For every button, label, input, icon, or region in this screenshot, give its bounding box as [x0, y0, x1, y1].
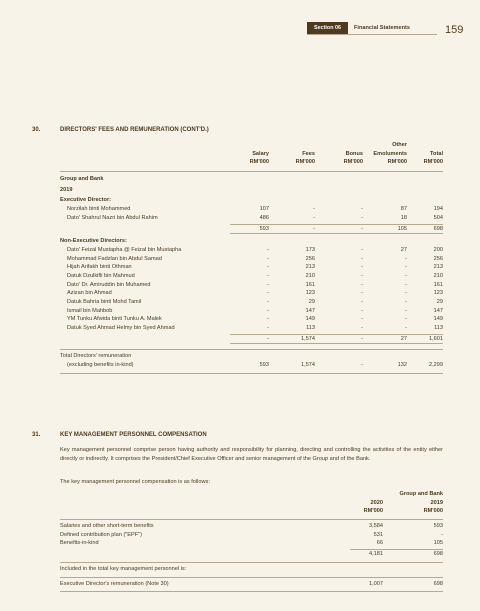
header-title: Financial Statements: [354, 25, 410, 31]
page-number: 159: [445, 24, 464, 36]
table-cell: -: [361, 214, 363, 221]
row-label: Salaries and other short-term benefits: [60, 523, 154, 530]
table-cell: 105: [397, 225, 407, 232]
table-cell: -: [313, 206, 315, 213]
table-rule: [60, 349, 443, 350]
table-cell: 123: [433, 290, 443, 297]
table-cell: -: [267, 281, 269, 288]
table-cell: 18: [400, 214, 407, 221]
row-label: YM Tunku Afwida binti Tunku A. Malek: [67, 316, 162, 323]
table-cell: -: [361, 255, 363, 262]
table-cell: 4,181: [369, 551, 383, 558]
directors-remuneration-table: [60, 141, 443, 374]
row-label: Dato' Dr. Amiruddin bin Muhamed: [67, 281, 151, 288]
table-cell: -: [405, 264, 407, 271]
table-row: [60, 289, 443, 298]
table-rule: [60, 519, 443, 520]
table-rule: [60, 171, 443, 172]
table-row: [60, 255, 443, 264]
table-cell: 132: [397, 362, 407, 369]
table-cell: 123: [305, 290, 315, 297]
exec-subtotal-row: [60, 225, 443, 234]
row-label: Benefits-in-kind: [60, 540, 99, 547]
table-cell: -: [267, 264, 269, 271]
table-cell: 256: [433, 255, 443, 262]
table-cell: -: [267, 316, 269, 323]
table-cell: -: [405, 272, 407, 279]
table-row: [60, 324, 443, 333]
table-rule: [60, 562, 443, 563]
kmp-exec-label: Executive Director's remuneration (Note 30): [60, 580, 169, 587]
table-cell: 698: [433, 580, 443, 587]
table-cell: -: [361, 307, 363, 314]
table-row: [60, 539, 443, 548]
table-cell: -: [267, 246, 269, 253]
col-header-salary: Salary: [252, 150, 269, 157]
table-cell: 593: [433, 523, 443, 530]
kmp-year: 2019: [430, 499, 443, 506]
kmp-total-row: [60, 550, 443, 559]
note-31-intro: The key management personnel compensation is as follows:: [60, 479, 210, 485]
table-cell: -: [361, 325, 363, 332]
table-cell: 87: [400, 206, 407, 213]
table-row: [60, 246, 443, 255]
kmp-group-header: [60, 490, 443, 499]
table-cell: 504: [433, 214, 443, 221]
table-rule: [60, 373, 443, 374]
row-label: Hijah Arifakh binti Othman: [67, 264, 132, 271]
table-cell: 173: [305, 246, 315, 253]
table-cell: 256: [305, 255, 315, 262]
kmp-unit-header: [60, 507, 443, 516]
row-label: Datuk Bahria binti Mohd Tamil: [67, 299, 142, 305]
kmp-included-row: [60, 565, 443, 574]
table-row: [60, 531, 443, 540]
table-cell: 200: [433, 246, 443, 253]
table-cell: -: [361, 264, 363, 271]
table-cell: -: [361, 316, 363, 323]
table-cell: -: [361, 272, 363, 279]
table-cell: 213: [433, 264, 443, 271]
table-cell: -: [361, 225, 363, 232]
subtotal-rule: [230, 233, 443, 234]
row-label: Dato' Feizal Mustapha @ Feizal bin Mustapha: [67, 246, 182, 253]
table-cell: -: [267, 272, 269, 279]
nonexec-director-label: Non-Executive Directors:: [60, 238, 127, 245]
table-cell: 105: [433, 540, 443, 547]
kmp-exec-row: [60, 580, 443, 589]
table-row: [60, 214, 443, 223]
column-header-top: [60, 141, 443, 150]
grand-total-label-row: [60, 352, 443, 361]
row-label: Azizan bin Ahmad: [67, 290, 112, 297]
col-header-fees: Fees: [302, 150, 315, 157]
section-tag: Section 06: [307, 22, 348, 34]
note-31-title: KEY MANAGEMENT PERSONNEL COMPENSATION: [60, 432, 207, 438]
table-cell: 161: [433, 281, 443, 288]
table-cell: 593: [259, 225, 269, 232]
table-cell: -: [405, 255, 407, 262]
table-cell: 1,574: [301, 335, 315, 342]
col-unit: RM'000: [343, 159, 363, 166]
table-cell: -: [405, 290, 407, 297]
table-cell: 107: [259, 206, 269, 213]
kmp-year: 2020: [370, 499, 383, 506]
nonexec-director-heading: [60, 237, 443, 246]
table-cell: -: [405, 325, 407, 332]
table-cell: -: [267, 307, 269, 314]
table-cell: 1,601: [429, 335, 443, 342]
grand-total-label: Total Directors' remuneration: [60, 353, 132, 360]
col-header-emoluments: Emoluments: [373, 150, 407, 157]
table-cell: 66: [376, 540, 383, 547]
table-cell: -: [361, 206, 363, 213]
kmp-group-label: Group and Bank: [399, 491, 443, 497]
table-cell: 149: [305, 316, 315, 323]
table-row: [60, 522, 443, 531]
table-cell: -: [361, 290, 363, 297]
table-cell: 213: [305, 264, 315, 271]
year-label: 2019: [60, 186, 73, 193]
kmp-unit: RM'000: [423, 508, 443, 515]
table-cell: 593: [259, 362, 269, 369]
table-row: [60, 281, 443, 290]
table-cell: -: [267, 255, 269, 262]
table-cell: 1,574: [301, 362, 315, 369]
table-rule: [60, 577, 443, 578]
row-label: Datuk Syed Ahmad Helmy bin Syed Ahmad: [67, 325, 175, 332]
col-unit: RM'000: [295, 159, 315, 166]
table-cell: 2,299: [429, 362, 443, 369]
year-row: [60, 186, 443, 195]
table-cell: 27: [400, 335, 407, 342]
subtotal-rule: [230, 343, 443, 344]
table-cell: 27: [400, 246, 407, 253]
grand-total-sublabel: (excluding benefits in-kind): [67, 362, 134, 369]
col-unit: RM'000: [249, 159, 269, 166]
col-unit: RM'000: [387, 159, 407, 166]
column-header-units: [60, 158, 443, 167]
table-cell: -: [361, 246, 363, 253]
table-cell: 113: [306, 325, 315, 332]
note-31-paragraph: Key management personnel comprise person having authority and responsibility for planning, directing and controlling the activities of the entity either directly or indirectly. It comprises the President/Chief Executive Officer and senior management of the Group and of the Bank.: [60, 447, 443, 462]
note-30-number: 30.: [32, 127, 41, 133]
kmp-unit: RM'000: [363, 508, 383, 515]
table-cell: 113: [434, 325, 443, 332]
row-label: Dato' Shahrul Nazri bin Abdul Rahim: [67, 214, 158, 221]
table-cell: -: [313, 214, 315, 221]
table-row: [60, 272, 443, 281]
group-label-row: [60, 175, 443, 184]
table-row: [60, 205, 443, 214]
note-31-number: 31.: [32, 432, 41, 438]
table-cell: 486: [259, 214, 269, 221]
table-cell: 3,584: [369, 523, 383, 530]
table-cell: 1,007: [369, 580, 383, 587]
group-label: Group and Bank: [60, 176, 104, 183]
table-cell: 149: [433, 316, 443, 323]
row-label: Defined contribution plan ("EPF"): [60, 531, 143, 538]
col-header-other: Other: [392, 142, 407, 148]
header-rule: [307, 34, 437, 35]
grand-total-row: [60, 361, 443, 370]
table-cell: 210: [305, 272, 315, 279]
exec-director-heading: [60, 196, 443, 205]
table-cell: 29: [436, 299, 443, 305]
kmp-year-header: [60, 499, 443, 508]
table-rule: [60, 591, 443, 592]
table-cell: -: [361, 299, 363, 305]
table-cell: -: [361, 362, 363, 369]
table-cell: -: [441, 531, 443, 538]
note-30-title: DIRECTORS' FEES AND REMUNERATION (CONT'D.): [60, 127, 209, 133]
table-cell: -: [405, 299, 407, 305]
table-cell: -: [361, 281, 363, 288]
table-row: [60, 298, 443, 307]
column-header-main: [60, 150, 443, 159]
table-cell: 698: [433, 551, 443, 558]
table-cell: -: [267, 290, 269, 297]
table-cell: 29: [308, 299, 315, 305]
exec-director-label: Executive Director:: [60, 197, 111, 204]
table-cell: 194: [433, 206, 443, 213]
row-label: Datuk Dzulkifli bin Mahmud: [67, 272, 135, 279]
table-cell: 147: [305, 307, 315, 314]
table-cell: -: [267, 299, 269, 305]
row-label: Mohammad Fadzlan bin Abdul Samad: [67, 255, 162, 262]
kmp-included-label: Included in the total key management personnel is:: [60, 565, 187, 572]
table-cell: 531: [373, 531, 383, 538]
nonexec-subtotal-row: [60, 335, 443, 344]
table-cell: 147: [433, 307, 443, 314]
table-cell: -: [267, 325, 269, 332]
table-cell: -: [405, 316, 407, 323]
row-label: Ismail bin Mahbob: [67, 307, 113, 314]
row-label: Norzilah binti Mohammed: [67, 206, 131, 213]
col-unit: RM'000: [423, 159, 443, 166]
kmp-compensation-table: [60, 490, 443, 592]
table-cell: 161: [305, 281, 315, 288]
table-cell: -: [405, 307, 407, 314]
table-cell: -: [313, 225, 315, 232]
table-row: [60, 307, 443, 316]
table-row: [60, 263, 443, 272]
table-cell: -: [361, 335, 363, 342]
table-cell: -: [405, 281, 407, 288]
table-cell: 210: [433, 272, 443, 279]
table-cell: 698: [433, 225, 443, 232]
table-row: [60, 315, 443, 324]
col-header-total: Total: [430, 150, 443, 157]
table-cell: -: [267, 335, 269, 342]
col-header-bonus: Bonus: [345, 150, 363, 157]
